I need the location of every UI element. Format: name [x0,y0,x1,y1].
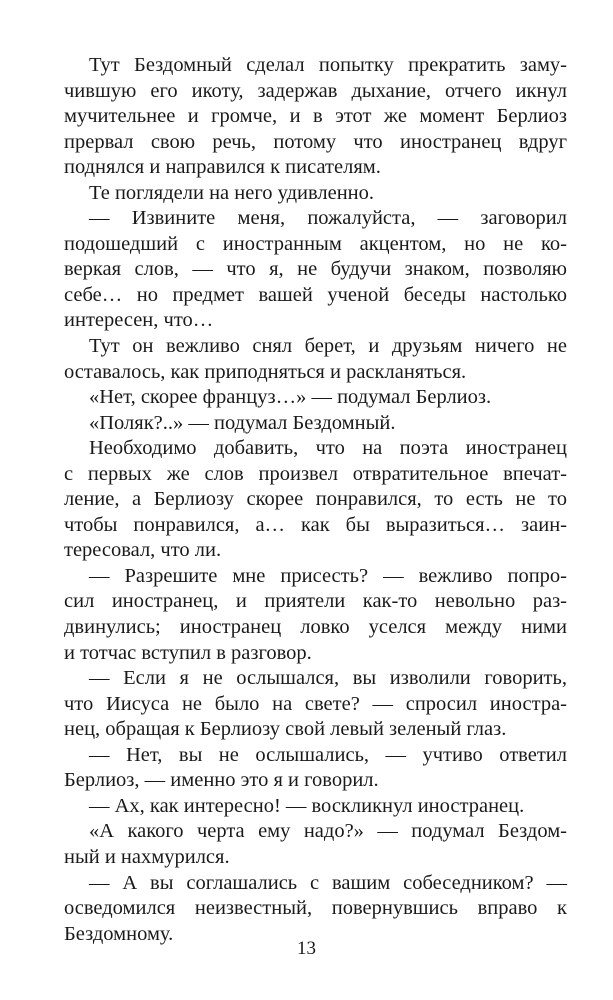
text-line: веркая слов, — что я, не будучи знаком, позволяю [64,258,567,281]
text-line: «А какого черта ему надо?» — подумал Бездом- [89,820,567,843]
text-line: ный и нахмурился. [64,845,230,868]
text-line: прервал свою речь, потому что иностранец вдруг [64,130,567,153]
text-line: интересен, что… [64,309,214,332]
text-line: что Иисуса не было на свете? — спросил иностра- [64,692,567,715]
page-number: 13 [297,938,316,959]
text-line: с первых же слов произвел отвратительное впечат- [64,462,567,485]
text-line: нец, обращая к Берлиозу свой левый зеленый глаз. [64,718,507,741]
body-text [64,53,567,947]
text-line: подошедший с иностранным акцентом, но не ко- [64,232,567,255]
text-line: тересовал, что ли. [64,539,222,562]
text-line: чившую его икоту, задержав дыхание, отчего икнул [64,79,567,102]
text-line: Тут он вежливо снял берет, и друзьям ничего не [89,335,567,358]
text-line: мучительнее и громче, и в этот же момент Берлиоз [64,105,567,128]
text-line: и тотчас вступил в разговор. [64,641,312,664]
text-line: оставалось, как приподняться и раскланяться. [64,360,467,383]
text-line: — А вы соглашались с вашим собеседником? — [89,871,567,894]
text-line: двинулись; иностранец ловко уселся между ними [64,616,567,639]
text-line: «Поляк?..» — подумал Бездомный. [89,411,396,434]
text-line: Берлиоз, — именно это я и говорил. [64,769,379,792]
text-line: Тут Бездомный сделал попытку прекратить заму- [89,54,567,76]
text-line: сил иностранец, и приятели как-то невольно раз- [64,590,567,613]
text-line: — Извините меня, пожалуйста, — заговорил [89,207,567,230]
text-line: — Если я не ослышался, вы изволили говорить, [89,667,567,690]
text-line: осведомился неизвестный, повернувшись вправо к [64,897,567,920]
text-line: Необходимо добавить, что на поэта иностранец [89,437,567,460]
text-line: чтобы понравился, а… как бы выразиться… заин- [64,513,567,536]
text-line: — Разрешите мне присесть? — вежливо попро- [89,564,567,587]
text-line: Те поглядели на него удивленно. [89,181,375,204]
text-line: Бездомному. [64,922,174,945]
text-line: себе… но предмет вашей ученой беседы настолько [64,283,567,306]
text-line: — Нет, вы не ослышались, — учтиво ответил [89,743,567,766]
text-line: ление, а Берлиозу скорее понравился, то есть не то [64,488,567,511]
text-line: поднялся и направился к писателям. [64,156,381,179]
text-line: «Нет, скорее француз…» — подумал Берлиоз. [89,386,492,409]
text-line: — Ах, как интересно! — воскликнул иностранец. [89,794,525,817]
